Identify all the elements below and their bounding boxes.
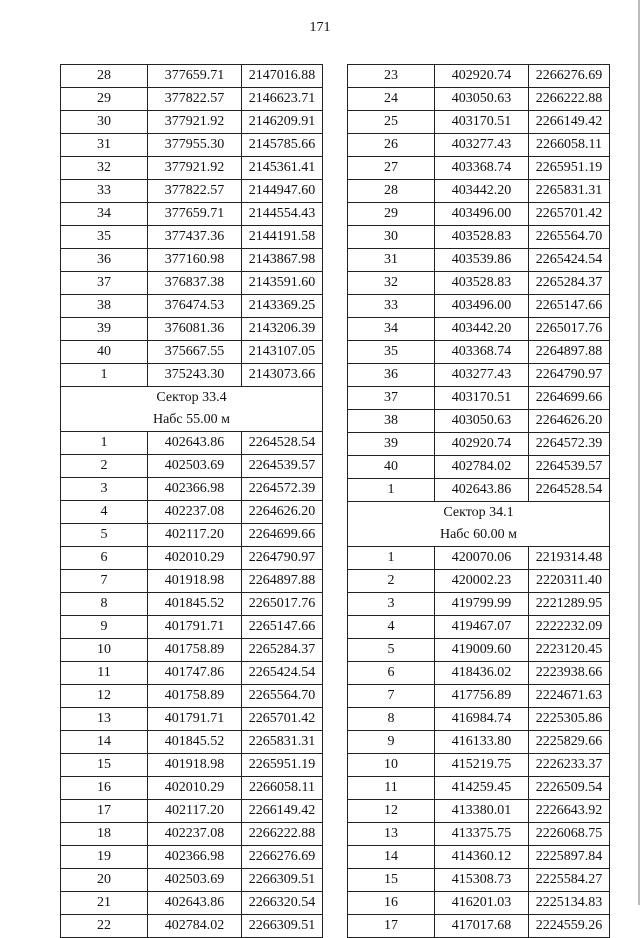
y-coordinate-cell: 2266222.88: [242, 823, 323, 846]
point-number-cell: 30: [61, 111, 148, 134]
x-coordinate-cell: 402643.86: [148, 432, 242, 455]
x-coordinate-cell: 415219.75: [435, 754, 529, 777]
x-coordinate-cell: 401758.89: [148, 685, 242, 708]
x-coordinate-cell: 402503.69: [148, 869, 242, 892]
point-number-cell: 31: [348, 249, 435, 272]
x-coordinate-cell: 402784.02: [435, 456, 529, 479]
x-coordinate-cell: 401747.86: [148, 662, 242, 685]
table-row: [348, 295, 610, 318]
point-number-cell: 10: [61, 639, 148, 662]
y-coordinate-cell: 2222232.09: [529, 616, 610, 639]
y-coordinate-cell: 2146623.71: [242, 88, 323, 111]
table-row: [348, 134, 610, 157]
y-coordinate-cell: 2265564.70: [242, 685, 323, 708]
table-row: [348, 318, 610, 341]
table-row: [61, 685, 323, 708]
section-height: Набс 60.00 м: [348, 524, 610, 547]
y-coordinate-cell: 2265147.66: [529, 295, 610, 318]
point-number-cell: 4: [61, 501, 148, 524]
y-coordinate-cell: 2266309.51: [242, 915, 323, 938]
point-number-cell: 8: [61, 593, 148, 616]
x-coordinate-cell: 416201.03: [435, 892, 529, 915]
y-coordinate-cell: 2266320.54: [242, 892, 323, 915]
x-coordinate-cell: 417756.89: [435, 685, 529, 708]
table-row: [348, 180, 610, 203]
point-number-cell: 31: [61, 134, 148, 157]
table-row: [348, 88, 610, 111]
table-row: [348, 869, 610, 892]
point-number-cell: 27: [348, 157, 435, 180]
y-coordinate-cell: 2144554.43: [242, 203, 323, 226]
table-row: [348, 754, 610, 777]
y-coordinate-cell: 2224559.26: [529, 915, 610, 938]
y-coordinate-cell: 2266276.69: [242, 846, 323, 869]
point-number-cell: 35: [348, 341, 435, 364]
y-coordinate-cell: 2265284.37: [529, 272, 610, 295]
point-number-cell: 16: [348, 892, 435, 915]
x-coordinate-cell: 413380.01: [435, 800, 529, 823]
y-coordinate-cell: 2225134.83: [529, 892, 610, 915]
y-coordinate-cell: 2143591.60: [242, 272, 323, 295]
x-coordinate-cell: 401918.98: [148, 754, 242, 777]
table-row: [61, 318, 323, 341]
x-coordinate-cell: 402643.86: [435, 479, 529, 502]
table-row: [61, 662, 323, 685]
y-coordinate-cell: 2265701.42: [242, 708, 323, 731]
y-coordinate-cell: 2224671.63: [529, 685, 610, 708]
y-coordinate-cell: 2264539.57: [529, 456, 610, 479]
point-number-cell: 29: [61, 88, 148, 111]
y-coordinate-cell: 2225897.84: [529, 846, 610, 869]
table-row: [348, 433, 610, 456]
x-coordinate-cell: 416984.74: [435, 708, 529, 731]
table-row: [348, 456, 610, 479]
y-coordinate-cell: 2264790.97: [242, 547, 323, 570]
point-number-cell: 6: [61, 547, 148, 570]
y-coordinate-cell: 2264699.66: [529, 387, 610, 410]
x-coordinate-cell: 377659.71: [148, 65, 242, 88]
point-number-cell: 2: [61, 455, 148, 478]
x-coordinate-cell: 402503.69: [148, 455, 242, 478]
point-number-cell: 14: [61, 731, 148, 754]
point-number-cell: 3: [61, 478, 148, 501]
table-row: [348, 570, 610, 593]
y-coordinate-cell: 2266222.88: [529, 88, 610, 111]
y-coordinate-cell: 2143107.05: [242, 341, 323, 364]
point-number-cell: 17: [61, 800, 148, 823]
y-coordinate-cell: 2221289.95: [529, 593, 610, 616]
y-coordinate-cell: 2219314.48: [529, 547, 610, 570]
x-coordinate-cell: 377437.36: [148, 226, 242, 249]
x-coordinate-cell: 402920.74: [435, 433, 529, 456]
table-row: [61, 915, 323, 938]
table-row: [61, 800, 323, 823]
table-row: [348, 731, 610, 754]
y-coordinate-cell: 2143369.25: [242, 295, 323, 318]
table-row: [348, 915, 610, 938]
y-coordinate-cell: 2147016.88: [242, 65, 323, 88]
x-coordinate-cell: 376474.53: [148, 295, 242, 318]
table-row: [61, 272, 323, 295]
section-header-row: [348, 502, 610, 525]
table-row: [348, 616, 610, 639]
y-coordinate-cell: 2264539.57: [242, 455, 323, 478]
x-coordinate-cell: 403368.74: [435, 341, 529, 364]
point-number-cell: 19: [61, 846, 148, 869]
table-row: [61, 65, 323, 88]
y-coordinate-cell: 2220311.40: [529, 570, 610, 593]
x-coordinate-cell: 377659.71: [148, 203, 242, 226]
x-coordinate-cell: 413375.75: [435, 823, 529, 846]
table-row: [348, 823, 610, 846]
table-row: [348, 111, 610, 134]
y-coordinate-cell: 2264572.39: [242, 478, 323, 501]
point-number-cell: 3: [348, 593, 435, 616]
y-coordinate-cell: 2143206.39: [242, 318, 323, 341]
y-coordinate-cell: 2265831.31: [242, 731, 323, 754]
x-coordinate-cell: 403496.00: [435, 295, 529, 318]
y-coordinate-cell: 2225584.27: [529, 869, 610, 892]
x-coordinate-cell: 402366.98: [148, 478, 242, 501]
x-coordinate-cell: 403528.83: [435, 272, 529, 295]
x-coordinate-cell: 403277.43: [435, 134, 529, 157]
x-coordinate-cell: 377822.57: [148, 88, 242, 111]
table-row: [61, 249, 323, 272]
point-number-cell: 36: [61, 249, 148, 272]
point-number-cell: 11: [61, 662, 148, 685]
point-number-cell: 39: [348, 433, 435, 456]
point-number-cell: 12: [61, 685, 148, 708]
y-coordinate-cell: 2265424.54: [242, 662, 323, 685]
y-coordinate-cell: 2264528.54: [529, 479, 610, 502]
y-coordinate-cell: 2265424.54: [529, 249, 610, 272]
point-number-cell: 40: [61, 341, 148, 364]
table-row: [61, 570, 323, 593]
x-coordinate-cell: 414360.12: [435, 846, 529, 869]
y-coordinate-cell: 2264897.88: [242, 570, 323, 593]
y-coordinate-cell: 2265951.19: [242, 754, 323, 777]
y-coordinate-cell: 2265564.70: [529, 226, 610, 249]
point-number-cell: 23: [348, 65, 435, 88]
section-header-row: [61, 387, 323, 410]
table-row: [61, 134, 323, 157]
table-row: [348, 547, 610, 570]
x-coordinate-cell: 375667.55: [148, 341, 242, 364]
x-coordinate-cell: 402643.86: [148, 892, 242, 915]
x-coordinate-cell: 377955.30: [148, 134, 242, 157]
table-row: [348, 662, 610, 685]
x-coordinate-cell: 403528.83: [435, 226, 529, 249]
point-number-cell: 26: [348, 134, 435, 157]
x-coordinate-cell: 402117.20: [148, 524, 242, 547]
y-coordinate-cell: 2265284.37: [242, 639, 323, 662]
point-number-cell: 33: [61, 180, 148, 203]
x-coordinate-cell: 417017.68: [435, 915, 529, 938]
y-coordinate-cell: 2226643.92: [529, 800, 610, 823]
x-coordinate-cell: 402010.29: [148, 777, 242, 800]
y-coordinate-cell: 2264572.39: [529, 433, 610, 456]
y-coordinate-cell: 2266149.42: [529, 111, 610, 134]
point-number-cell: 28: [61, 65, 148, 88]
table-row: [348, 364, 610, 387]
x-coordinate-cell: 375243.30: [148, 364, 242, 387]
x-coordinate-cell: 377921.92: [148, 157, 242, 180]
coordinates-table-left: [60, 64, 323, 938]
table-row: [61, 869, 323, 892]
table-row: [348, 800, 610, 823]
point-number-cell: 38: [61, 295, 148, 318]
y-coordinate-cell: 2264626.20: [242, 501, 323, 524]
x-coordinate-cell: 418436.02: [435, 662, 529, 685]
point-number-cell: 13: [348, 823, 435, 846]
point-number-cell: 7: [61, 570, 148, 593]
point-number-cell: 6: [348, 662, 435, 685]
point-number-cell: 16: [61, 777, 148, 800]
table-row: [348, 226, 610, 249]
x-coordinate-cell: 403442.20: [435, 180, 529, 203]
point-number-cell: 33: [348, 295, 435, 318]
y-coordinate-cell: 2226233.37: [529, 754, 610, 777]
y-coordinate-cell: 2265701.42: [529, 203, 610, 226]
y-coordinate-cell: 2265017.76: [529, 318, 610, 341]
point-number-cell: 20: [61, 869, 148, 892]
table-row: [61, 754, 323, 777]
section-height: Набс 55.00 м: [61, 409, 323, 432]
table-row: [61, 226, 323, 249]
x-coordinate-cell: 402784.02: [148, 915, 242, 938]
table-row: [61, 524, 323, 547]
y-coordinate-cell: 2225829.66: [529, 731, 610, 754]
table-row: [61, 616, 323, 639]
point-number-cell: 30: [348, 226, 435, 249]
point-number-cell: 21: [61, 892, 148, 915]
table-row: [348, 593, 610, 616]
y-coordinate-cell: 2223120.45: [529, 639, 610, 662]
point-number-cell: 9: [61, 616, 148, 639]
point-number-cell: 1: [61, 432, 148, 455]
x-coordinate-cell: 403050.63: [435, 410, 529, 433]
x-coordinate-cell: 403170.51: [435, 111, 529, 134]
table-row: [61, 295, 323, 318]
point-number-cell: 24: [348, 88, 435, 111]
point-number-cell: 40: [348, 456, 435, 479]
y-coordinate-cell: 2264626.20: [529, 410, 610, 433]
x-coordinate-cell: 377921.92: [148, 111, 242, 134]
x-coordinate-cell: 401845.52: [148, 731, 242, 754]
coordinates-table-right: [347, 64, 610, 938]
table-row: [348, 249, 610, 272]
point-number-cell: 1: [348, 479, 435, 502]
point-number-cell: 2: [348, 570, 435, 593]
table-row: [61, 892, 323, 915]
y-coordinate-cell: 2264897.88: [529, 341, 610, 364]
x-coordinate-cell: 403277.43: [435, 364, 529, 387]
section-subtitle-row: [61, 409, 323, 432]
table-row: [348, 479, 610, 502]
table-row: [348, 708, 610, 731]
y-coordinate-cell: 2144191.58: [242, 226, 323, 249]
x-coordinate-cell: 420002.23: [435, 570, 529, 593]
section-title: Сектор 34.1: [348, 502, 610, 525]
x-coordinate-cell: 402366.98: [148, 846, 242, 869]
table-row: [61, 341, 323, 364]
x-coordinate-cell: 403442.20: [435, 318, 529, 341]
point-number-cell: 12: [348, 800, 435, 823]
section-subtitle-row: [348, 524, 610, 547]
x-coordinate-cell: 401918.98: [148, 570, 242, 593]
x-coordinate-cell: 415308.73: [435, 869, 529, 892]
y-coordinate-cell: 2264699.66: [242, 524, 323, 547]
point-number-cell: 14: [348, 846, 435, 869]
y-coordinate-cell: 2145361.41: [242, 157, 323, 180]
y-coordinate-cell: 2264528.54: [242, 432, 323, 455]
point-number-cell: 15: [61, 754, 148, 777]
point-number-cell: 34: [348, 318, 435, 341]
table-row: [61, 846, 323, 869]
y-coordinate-cell: 2264790.97: [529, 364, 610, 387]
point-number-cell: 37: [61, 272, 148, 295]
x-coordinate-cell: 401791.71: [148, 616, 242, 639]
y-coordinate-cell: 2266058.11: [529, 134, 610, 157]
y-coordinate-cell: 2265831.31: [529, 180, 610, 203]
table-row: [61, 593, 323, 616]
y-coordinate-cell: 2266276.69: [529, 65, 610, 88]
y-coordinate-cell: 2226068.75: [529, 823, 610, 846]
point-number-cell: 32: [348, 272, 435, 295]
table-row: [348, 65, 610, 88]
x-coordinate-cell: 419799.99: [435, 593, 529, 616]
x-coordinate-cell: 419009.60: [435, 639, 529, 662]
table-row: [61, 708, 323, 731]
y-coordinate-cell: 2266149.42: [242, 800, 323, 823]
x-coordinate-cell: 402010.29: [148, 547, 242, 570]
x-coordinate-cell: 403368.74: [435, 157, 529, 180]
x-coordinate-cell: 403170.51: [435, 387, 529, 410]
point-number-cell: 34: [61, 203, 148, 226]
table-row: [61, 639, 323, 662]
table-row: [61, 364, 323, 387]
table-row: [61, 203, 323, 226]
x-coordinate-cell: 402237.08: [148, 823, 242, 846]
point-number-cell: 1: [348, 547, 435, 570]
x-coordinate-cell: 401845.52: [148, 593, 242, 616]
x-coordinate-cell: 403496.00: [435, 203, 529, 226]
table-row: [348, 341, 610, 364]
y-coordinate-cell: 2266058.11: [242, 777, 323, 800]
point-number-cell: 11: [348, 777, 435, 800]
table-row: [61, 777, 323, 800]
table-row: [348, 639, 610, 662]
y-coordinate-cell: 2266309.51: [242, 869, 323, 892]
y-coordinate-cell: 2223938.66: [529, 662, 610, 685]
point-number-cell: 9: [348, 731, 435, 754]
table-row: [61, 478, 323, 501]
point-number-cell: 13: [61, 708, 148, 731]
point-number-cell: 15: [348, 869, 435, 892]
x-coordinate-cell: 402237.08: [148, 501, 242, 524]
y-coordinate-cell: 2265017.76: [242, 593, 323, 616]
point-number-cell: 39: [61, 318, 148, 341]
point-number-cell: 4: [348, 616, 435, 639]
y-coordinate-cell: 2143867.98: [242, 249, 323, 272]
point-number-cell: 5: [61, 524, 148, 547]
table-row: [61, 111, 323, 134]
x-coordinate-cell: 419467.07: [435, 616, 529, 639]
x-coordinate-cell: 403539.86: [435, 249, 529, 272]
page-number: 171: [309, 20, 331, 35]
table-row: [61, 88, 323, 111]
point-number-cell: 28: [348, 180, 435, 203]
x-coordinate-cell: 377822.57: [148, 180, 242, 203]
point-number-cell: 18: [61, 823, 148, 846]
table-row: [61, 157, 323, 180]
point-number-cell: 22: [61, 915, 148, 938]
table-row: [348, 157, 610, 180]
table-row: [348, 272, 610, 295]
point-number-cell: 7: [348, 685, 435, 708]
point-number-cell: 10: [348, 754, 435, 777]
table-row: [348, 410, 610, 433]
table-row: [61, 501, 323, 524]
y-coordinate-cell: 2145785.66: [242, 134, 323, 157]
x-coordinate-cell: 376081.36: [148, 318, 242, 341]
x-coordinate-cell: 403050.63: [435, 88, 529, 111]
table-row: [61, 547, 323, 570]
x-coordinate-cell: 401758.89: [148, 639, 242, 662]
x-coordinate-cell: 420070.06: [435, 547, 529, 570]
point-number-cell: 36: [348, 364, 435, 387]
point-number-cell: 1: [61, 364, 148, 387]
table-row: [348, 203, 610, 226]
point-number-cell: 17: [348, 915, 435, 938]
x-coordinate-cell: 401791.71: [148, 708, 242, 731]
y-coordinate-cell: 2146209.91: [242, 111, 323, 134]
table-row: [348, 685, 610, 708]
y-coordinate-cell: 2226509.54: [529, 777, 610, 800]
table-row: [61, 455, 323, 478]
section-title: Сектор 33.4: [61, 387, 323, 410]
x-coordinate-cell: 377160.98: [148, 249, 242, 272]
point-number-cell: 25: [348, 111, 435, 134]
point-number-cell: 32: [61, 157, 148, 180]
y-coordinate-cell: 2225305.86: [529, 708, 610, 731]
table-row: [348, 387, 610, 410]
x-coordinate-cell: 416133.80: [435, 731, 529, 754]
table-row: [61, 432, 323, 455]
table-row: [348, 892, 610, 915]
table-row: [348, 777, 610, 800]
table-row: [61, 180, 323, 203]
y-coordinate-cell: 2265951.19: [529, 157, 610, 180]
x-coordinate-cell: 414259.45: [435, 777, 529, 800]
x-coordinate-cell: 402117.20: [148, 800, 242, 823]
table-row: [61, 731, 323, 754]
x-coordinate-cell: 402920.74: [435, 65, 529, 88]
point-number-cell: 38: [348, 410, 435, 433]
y-coordinate-cell: 2144947.60: [242, 180, 323, 203]
point-number-cell: 37: [348, 387, 435, 410]
y-coordinate-cell: 2143073.66: [242, 364, 323, 387]
point-number-cell: 35: [61, 226, 148, 249]
table-row: [61, 823, 323, 846]
point-number-cell: 29: [348, 203, 435, 226]
point-number-cell: 5: [348, 639, 435, 662]
table-row: [348, 846, 610, 869]
point-number-cell: 8: [348, 708, 435, 731]
y-coordinate-cell: 2265147.66: [242, 616, 323, 639]
x-coordinate-cell: 376837.38: [148, 272, 242, 295]
